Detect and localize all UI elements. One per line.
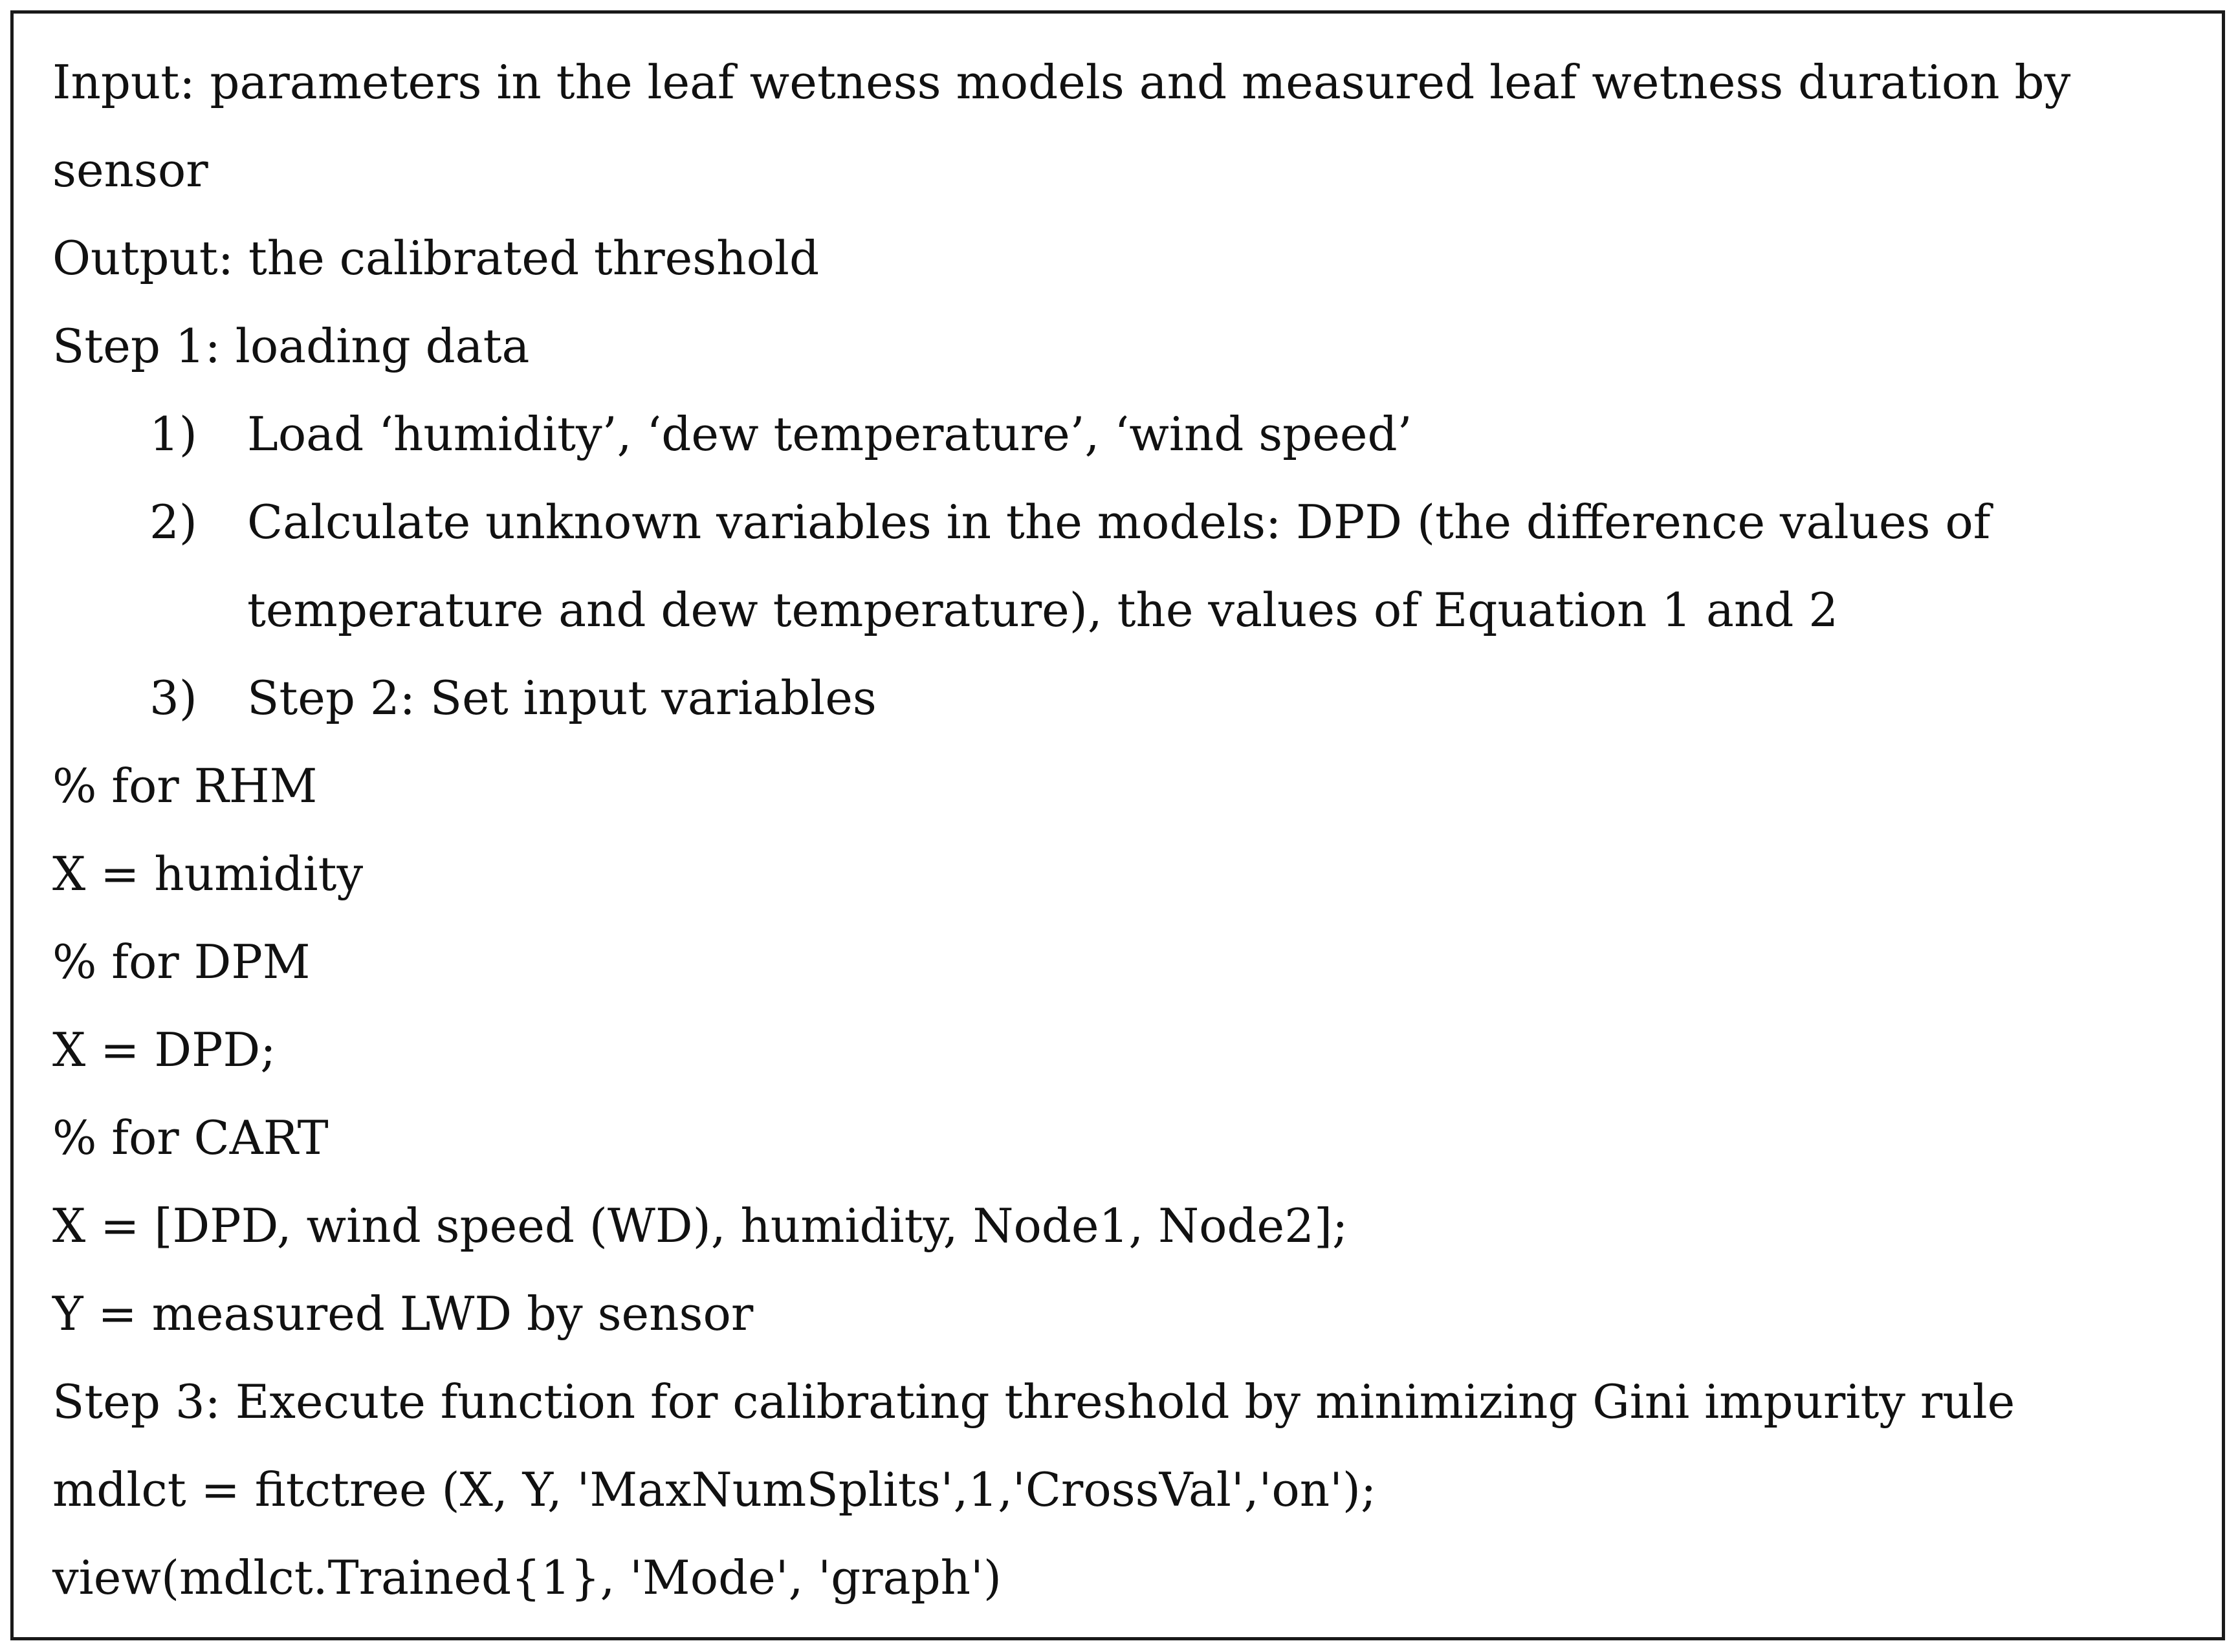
step1-item-1 — [52, 390, 2183, 478]
input-line-continued: sensor — [52, 143, 208, 197]
step1-item-2 — [52, 478, 2183, 566]
code-line-x-cart: X = [DPD, wind speed (WD), humidity, Node1, Node2]; — [52, 1199, 1348, 1253]
step1-heading: Step 1: loading data — [52, 319, 530, 373]
output-line: Output: the calibrated threshold — [52, 231, 820, 285]
comment-rhm: % for RHM — [52, 759, 318, 813]
step3-heading: Step 3: Execute function for calibrating threshold by minimizing Gini impurity rule — [52, 1375, 2015, 1429]
code-line-x-humidity: X = humidity — [52, 847, 364, 901]
code-line-y: Y = measured LWD by sensor — [52, 1287, 754, 1341]
code-line-fitctree: mdlct = fitctree (X, Y, 'MaxNumSplits',1,'CrossVal','on'); — [52, 1462, 1377, 1517]
step1-item-2-continued: temperature and dew temperature), the values of Equation 1 and 2 — [247, 583, 1839, 637]
item-text: Calculate unknown variables in the models: DPD (the difference values of — [247, 495, 1991, 549]
input-line: Input: parameters in the leaf wetness models and measured leaf wetness duration by — [52, 55, 2071, 109]
item-text: Step 2: Set input variables — [247, 671, 877, 725]
item-text: Load ‘humidity’, ‘dew temperature’, ‘wind speed’ — [247, 407, 1412, 461]
item-number: 3) — [149, 671, 197, 725]
comment-dpm: % for DPM — [52, 935, 311, 989]
code-line-view: view(mdlct.Trained{1}, 'Mode', 'graph') — [52, 1550, 1002, 1605]
algorithm-box — [10, 10, 2225, 1640]
code-line-x-dpd: X = DPD; — [52, 1023, 276, 1077]
comment-cart: % for CART — [52, 1111, 329, 1165]
item-number: 1) — [149, 407, 197, 461]
step1-item-3 — [52, 654, 2183, 742]
item-number: 2) — [149, 495, 197, 549]
